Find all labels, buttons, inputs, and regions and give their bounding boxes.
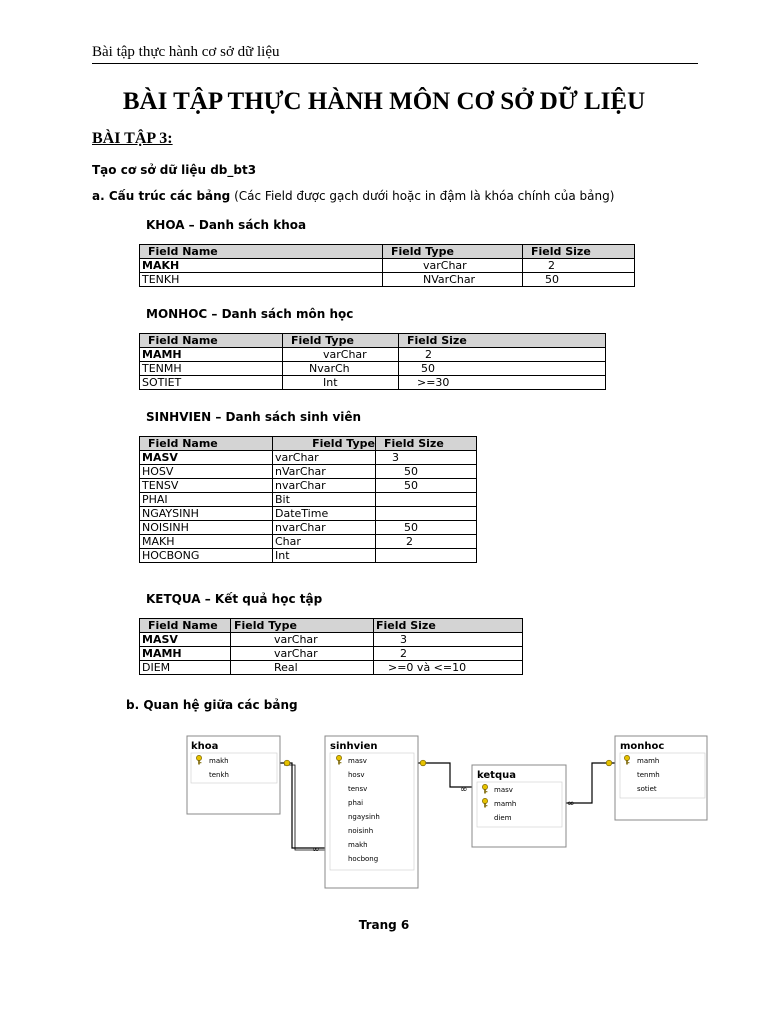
entity-field: phai xyxy=(348,799,364,807)
col-field-type: Field Type xyxy=(283,334,399,348)
khoa-entity[interactable] xyxy=(187,736,280,814)
entity-title: sinhvien xyxy=(330,741,378,752)
field-size-cell: 2 xyxy=(374,647,523,661)
field-name-cell: HOCBONG xyxy=(140,549,273,563)
field-type-cell: Real xyxy=(231,661,374,675)
field-size-cell: >=0 và <=10 xyxy=(374,661,523,675)
field-name-cell: MAKH xyxy=(140,535,273,549)
infinity-icon: ∞ xyxy=(460,785,468,795)
field-type-cell: nvarChar xyxy=(273,521,376,535)
field-type-cell: Char xyxy=(273,535,376,549)
field-name-cell: MAKH xyxy=(140,259,383,273)
entity-field: hosv xyxy=(348,771,365,779)
page-footer: Trang 6 xyxy=(358,918,410,932)
field-size-cell: 50 xyxy=(399,362,606,376)
relation-khoa-sinhvien xyxy=(280,763,325,848)
entity-field: makh xyxy=(209,757,229,765)
sinhvien-entity[interactable] xyxy=(325,736,418,888)
col-field-name: Field Name xyxy=(140,619,231,633)
col-field-size: Field Size xyxy=(523,245,635,259)
field-type-cell: varChar xyxy=(383,259,523,273)
field-name-cell: TENKH xyxy=(140,273,383,287)
field-name-cell: TENSV xyxy=(140,479,273,493)
monhoc-entity[interactable] xyxy=(615,736,707,820)
khoa-caption: KHOA – Danh sách khoa xyxy=(146,218,307,232)
section-b-heading: b. Quan hệ giữa các bảng xyxy=(126,698,298,712)
infinity-icon: ∞ xyxy=(312,845,320,855)
infinity-icon: ∞ xyxy=(567,799,575,809)
field-size-cell: 2 xyxy=(399,348,606,362)
field-name-cell: TENMH xyxy=(140,362,283,376)
col-field-name: Field Name xyxy=(140,437,273,451)
field-name-cell: NGAYSINH xyxy=(140,507,273,521)
ketqua-caption: KETQUA – Kết quả học tập xyxy=(146,592,323,606)
field-type-cell: nVarChar xyxy=(273,465,376,479)
field-type-cell: varChar xyxy=(283,348,399,362)
entity-field: masv xyxy=(348,757,367,765)
field-size-cell: 3 xyxy=(374,633,523,647)
entity-field: mamh xyxy=(494,800,517,808)
entity-field: tenkh xyxy=(209,771,229,779)
field-size-cell: 50 xyxy=(376,465,477,479)
field-name-cell: SOTIET xyxy=(140,376,283,390)
field-name-cell: DIEM xyxy=(140,661,231,675)
sinhvien-caption: SINHVIEN – Danh sách sinh viên xyxy=(146,410,362,424)
relation-khoa-sinhvien-double xyxy=(284,765,325,850)
entity-field: sotiet xyxy=(637,785,657,793)
entity-field: tensv xyxy=(348,785,368,793)
field-size-cell: 50 xyxy=(376,479,477,493)
monhoc-caption: MONHOC – Danh sách môn học xyxy=(146,307,354,321)
entity-field: masv xyxy=(494,786,513,794)
field-type-cell: Int xyxy=(273,549,376,563)
col-field-name: Field Name xyxy=(140,245,383,259)
entity-title: monhoc xyxy=(620,741,665,752)
col-field-type: Field Type xyxy=(231,619,374,633)
entity-field: ngaysinh xyxy=(348,813,380,821)
field-size-cell: 2 xyxy=(376,535,477,549)
relation-ketqua-monhoc xyxy=(566,763,615,803)
field-size-cell: 50 xyxy=(376,521,477,535)
field-type-cell: nvarChar xyxy=(273,479,376,493)
col-field-type: Field Type xyxy=(273,437,376,451)
field-type-cell: NVarChar xyxy=(383,273,523,287)
exercise-heading: BÀI TẬP 3: xyxy=(92,130,173,147)
entity-field: makh xyxy=(348,841,368,849)
page-header: Bài tập thực hành cơ sở dữ liệu xyxy=(92,44,280,60)
field-size-cell: >=30 xyxy=(399,376,606,390)
field-name-cell: MAMH xyxy=(140,647,231,661)
entity-field: mamh xyxy=(637,757,660,765)
col-field-type: Field Type xyxy=(383,245,523,259)
entity-field: noisinh xyxy=(348,827,374,835)
field-type-cell: NvarCh xyxy=(283,362,399,376)
field-name-cell: MASV xyxy=(140,451,273,465)
entity-field: diem xyxy=(494,814,512,822)
field-type-cell: varChar xyxy=(231,647,374,661)
field-size-cell: 2 xyxy=(523,259,635,273)
field-name-cell: PHAI xyxy=(140,493,273,507)
create-db-instruction: Tạo cơ sở dữ liệu db_bt3 xyxy=(92,163,257,177)
col-field-size: Field Size xyxy=(376,437,477,451)
field-size-cell: 3 xyxy=(376,451,477,465)
col-field-name: Field Name xyxy=(140,334,283,348)
section-a-note: (Các Field được gạch dưới hoặc in đậm là khóa chính của bảng) xyxy=(230,189,615,203)
col-field-size: Field Size xyxy=(374,619,523,633)
field-size-cell: 50 xyxy=(523,273,635,287)
ketqua-entity[interactable] xyxy=(472,765,566,847)
field-type-cell: Bit xyxy=(273,493,376,507)
field-name-cell: NOISINH xyxy=(140,521,273,535)
field-name-cell: HOSV xyxy=(140,465,273,479)
entity-field: hocbong xyxy=(348,855,379,863)
section-a-label: a. Cấu trúc các bảng xyxy=(92,189,231,203)
relation-sinhvien-ketqua xyxy=(418,763,472,787)
entity-title: khoa xyxy=(191,741,219,752)
page-title: BÀI TẬP THỰC HÀNH MÔN CƠ SỞ DỮ LIỆU xyxy=(122,88,646,115)
field-type-cell: varChar xyxy=(273,451,376,465)
field-type-cell: varChar xyxy=(231,633,374,647)
col-field-size: Field Size xyxy=(399,334,606,348)
field-type-cell: Int xyxy=(283,376,399,390)
field-name-cell: MAMH xyxy=(140,348,283,362)
entity-field: tenmh xyxy=(637,771,660,779)
entity-title: ketqua xyxy=(477,770,516,781)
field-type-cell: DateTime xyxy=(273,507,376,521)
field-name-cell: MASV xyxy=(140,633,231,647)
